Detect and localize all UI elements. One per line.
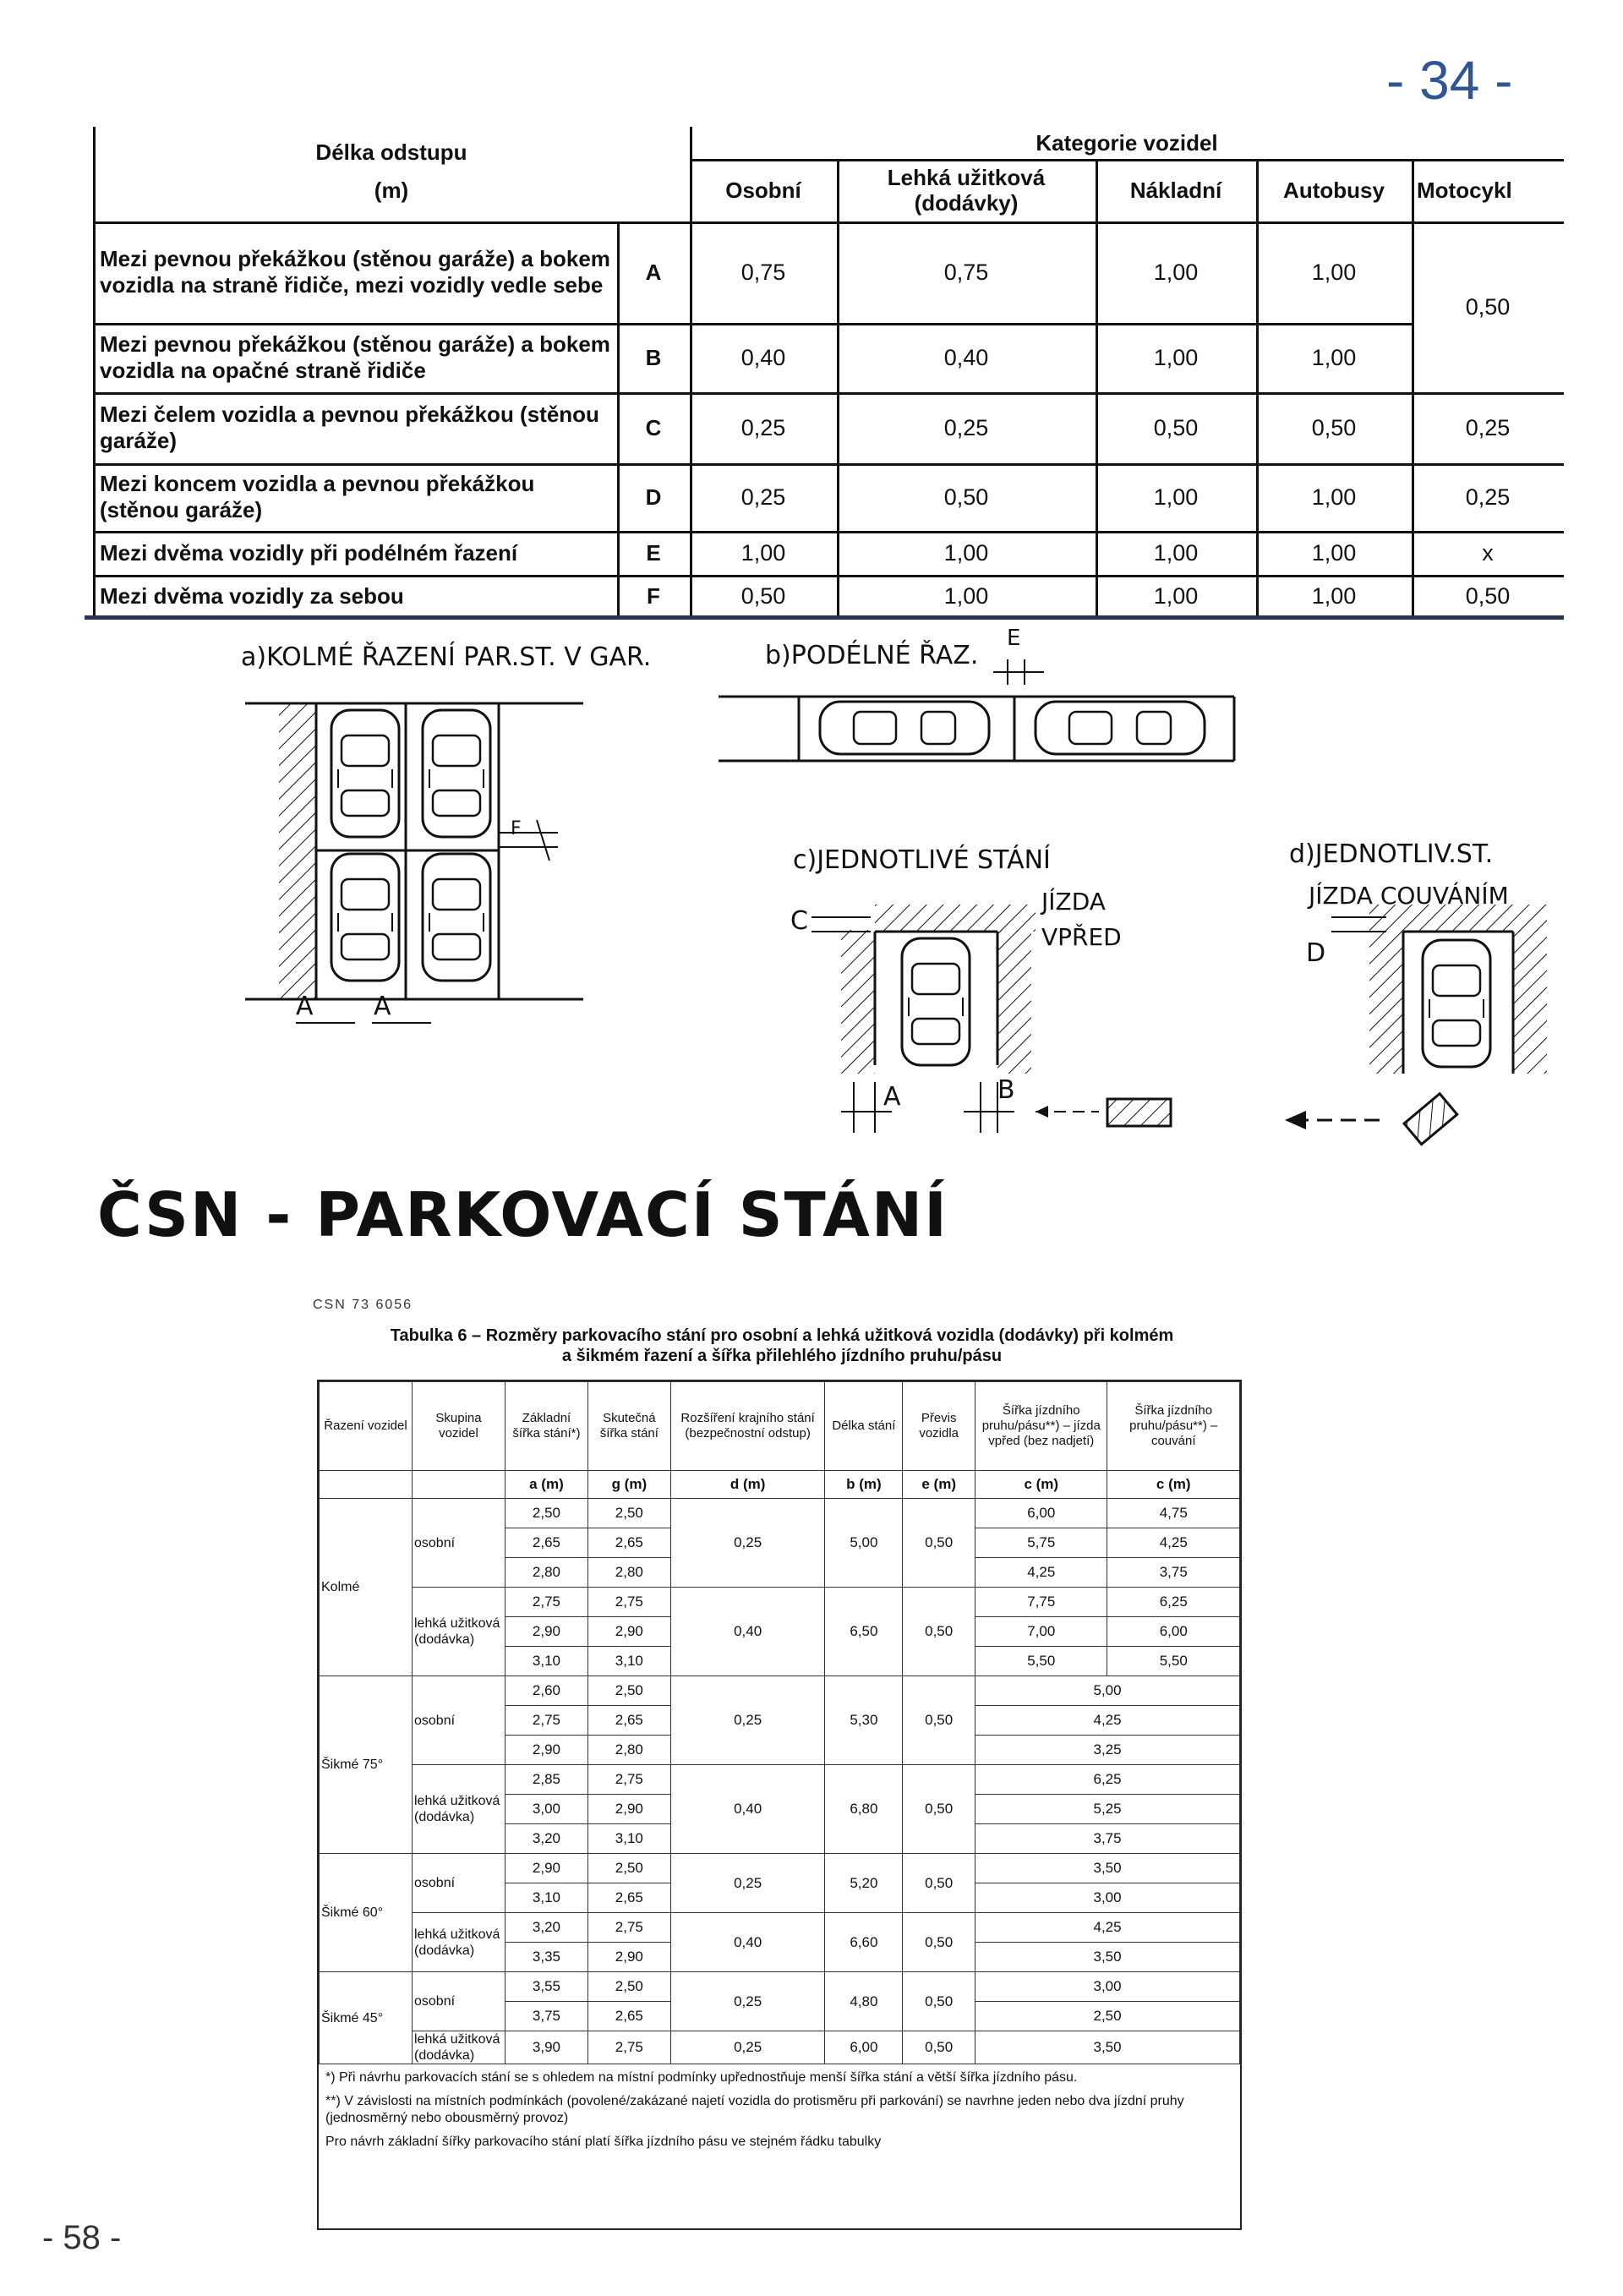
cell-zakladni: 3,00	[505, 1795, 588, 1824]
page-number-top: - 34 -	[1386, 50, 1513, 111]
cell-zakladni: 2,75	[505, 1706, 588, 1736]
row-c-autobusy: 0,50	[1311, 414, 1357, 440]
row-e-osobni: 1,00	[740, 539, 786, 566]
cell-previs: 0,50	[903, 1765, 975, 1854]
cell-jizdni-pas: 4,25	[975, 1706, 1240, 1736]
cell-skupina: osobní	[413, 1972, 505, 2031]
letter-b: B	[997, 1075, 1015, 1105]
row-a-autobusy: 1,00	[1311, 259, 1357, 285]
cell-rozsireni: 0,25	[670, 1676, 825, 1765]
row-b-osobni: 0,40	[740, 344, 786, 370]
cell-skutecna: 2,65	[587, 2002, 670, 2031]
cell-skupina: lehká užitková (dodávka)	[413, 1913, 505, 1972]
cell-skupina: lehká užitková (dodávka)	[413, 1588, 505, 1676]
sketch-b-label: b)PODÉLNÉ ŘAZ.	[765, 641, 979, 670]
cell-jizdni-pas: 5,25	[975, 1795, 1240, 1824]
cell-previs: 0,50	[903, 1499, 975, 1588]
header-category: Kategorie vozidel	[1036, 129, 1218, 156]
cell-rozsireni: 0,40	[670, 1588, 825, 1676]
letter-a-2: A	[374, 992, 391, 1021]
cell-previs: 0,50	[903, 1913, 975, 1972]
col-lehka: Lehká užitková (dodávky)	[887, 165, 1046, 216]
cell-delka: 5,30	[825, 1676, 903, 1765]
caption-line2: a šikmém řazení a šířka přilehlého jízdního pruhu/pásu	[561, 1347, 1003, 1365]
sketch-c-note2: VPŘED	[1041, 923, 1122, 951]
cell-zakladni: 2,80	[505, 1558, 588, 1588]
letter-f: F	[511, 818, 522, 839]
table-row	[320, 1913, 1240, 1943]
cell-zakladni: 2,75	[505, 1588, 588, 1617]
cell-couvani: 4,25	[1107, 1528, 1240, 1558]
row-a-lehka: 0,75	[943, 259, 989, 285]
row-a-osobni: 0,75	[740, 259, 786, 285]
unit-c1: c (m)	[975, 1471, 1107, 1499]
cell-jizdni-pas: 2,50	[975, 2002, 1240, 2031]
row-c-moto: 0,25	[1465, 414, 1511, 440]
cell-rozsireni: 0,25	[670, 1972, 825, 2031]
cell-razeni: Šikmé 45°	[320, 1972, 413, 2064]
row-c-nakladni: 0,50	[1153, 414, 1199, 440]
table-row	[320, 1499, 1240, 1528]
row-d-label: Mezi koncem vozidla a pevnou překážkou (stěnou garáže)	[100, 471, 535, 522]
cell-vpred: 4,25	[975, 1558, 1107, 1588]
th-skupina: Skupina vozidel	[413, 1382, 505, 1471]
cell-skutecna: 2,75	[587, 2031, 670, 2064]
row-c-osobni: 0,25	[740, 414, 786, 440]
row-f-osobni: 0,50	[740, 582, 786, 609]
row-b-lehka: 0,40	[943, 344, 989, 370]
th-razeni: Řazení vozidel	[320, 1382, 413, 1471]
sketch-d-note: JÍZDA COUVÁNÍM	[1309, 882, 1509, 910]
row-c-code: C	[645, 414, 662, 440]
cell-delka: 6,50	[825, 1588, 903, 1676]
sketch-b-parallel	[719, 659, 1234, 761]
th-rozsireni: Rozšíření krajního stání (bezpečnostní odstup)	[670, 1382, 825, 1471]
dimensions-grid	[319, 1381, 1240, 2064]
row-d-nakladni: 1,00	[1153, 484, 1199, 510]
row-b-autobusy: 1,00	[1311, 344, 1357, 370]
row-b-code: B	[645, 344, 662, 370]
cell-zakladni: 2,90	[505, 1854, 588, 1883]
cell-jizdni-pas: 3,75	[975, 1824, 1240, 1854]
cell-razeni: Šikmé 60°	[320, 1854, 413, 1972]
cell-jizdni-pas: 3,50	[975, 1854, 1240, 1883]
cell-skutecna: 2,75	[587, 1913, 670, 1943]
row-a-nakladni: 1,00	[1153, 259, 1199, 285]
cell-delka: 5,00	[825, 1499, 903, 1588]
cell-skupina: osobní	[413, 1676, 505, 1765]
cell-jizdni-pas: 3,50	[975, 1943, 1240, 1972]
row-e-moto: x	[1482, 539, 1494, 566]
cell-skutecna: 2,75	[587, 1588, 670, 1617]
note-1: *) Při návrhu parkovacích stání se s ohledem na místní podmínky upřednostňuje menší šířka stání a větší šířka jízdního pásu.	[325, 2070, 1078, 2085]
row-d-autobusy: 1,00	[1311, 484, 1357, 510]
cell-skutecna: 2,90	[587, 1795, 670, 1824]
th-skutecna: Skutečná šířka stání	[587, 1382, 670, 1471]
row-f-moto: 0,50	[1465, 582, 1511, 609]
cell-razeni: Kolmé	[320, 1499, 413, 1676]
unit-empty-2	[413, 1471, 505, 1499]
cell-delka: 5,20	[825, 1854, 903, 1913]
cell-skutecna: 2,80	[587, 1558, 670, 1588]
row-b-nakladni: 1,00	[1153, 344, 1199, 370]
row-f-autobusy: 1,00	[1311, 582, 1357, 609]
cell-skutecna: 2,50	[587, 1972, 670, 2002]
row-d-lehka: 0,50	[943, 484, 989, 510]
cell-razeni: Šikmé 75°	[320, 1676, 413, 1854]
table-row	[320, 2031, 1240, 2064]
cell-jizdni-pas: 4,25	[975, 1913, 1240, 1943]
col-autobusy: Autobusy	[1283, 177, 1385, 203]
cell-delka: 6,60	[825, 1913, 903, 1972]
cell-couvani: 5,50	[1107, 1647, 1240, 1676]
row-a-code: A	[645, 259, 662, 285]
cell-skutecna: 2,50	[587, 1854, 670, 1883]
cell-skutecna: 2,50	[587, 1676, 670, 1706]
cell-skutecna: 3,10	[587, 1647, 670, 1676]
cell-rozsireni: 0,40	[670, 1765, 825, 1854]
row-f-code: F	[647, 582, 660, 609]
header-unit: (m)	[374, 177, 409, 203]
unit-a: a (m)	[505, 1471, 588, 1499]
cell-jizdni-pas: 6,25	[975, 1765, 1240, 1795]
note-2: **) V závislosti na místních podmínkách (povolené/zakázané najetí vozidla do protisměru při parkování) se navrhne jeden nebo dva jízdní pruhy (jednosměrný nebo obousměrný provoz)	[325, 2094, 1184, 2125]
cell-rozsireni: 0,25	[670, 2031, 825, 2064]
cell-previs: 0,50	[903, 2031, 975, 2064]
cell-previs: 0,50	[903, 1854, 975, 1913]
cell-rozsireni: 0,40	[670, 1913, 825, 1972]
col-motocykly: Motocykl	[1417, 177, 1512, 203]
row-e-code: E	[646, 539, 661, 566]
cell-skutecna: 2,90	[587, 1617, 670, 1647]
cell-zakladni: 3,90	[505, 2031, 588, 2064]
cell-couvani: 6,25	[1107, 1588, 1240, 1617]
unit-empty-1	[320, 1471, 413, 1499]
cell-skupina: osobní	[413, 1854, 505, 1913]
col-nakladni: Nákladní	[1129, 177, 1222, 203]
th-couvani: Šířka jízdního pruhu/pásu**) – couvání	[1107, 1382, 1240, 1471]
cell-couvani: 6,00	[1107, 1617, 1240, 1647]
cell-previs: 0,50	[903, 1676, 975, 1765]
cell-vpred: 5,50	[975, 1647, 1107, 1676]
dimensions-table	[317, 1380, 1242, 2230]
cell-jizdni-pas: 3,50	[975, 2031, 1240, 2064]
cell-skutecna: 3,10	[587, 1824, 670, 1854]
cell-zakladni: 3,10	[505, 1647, 588, 1676]
note-3: Pro návrh základní šířky parkovacího stání platí šířka jízdního pásu ve stejném řádku tabulky	[325, 2135, 882, 2149]
cell-zakladni: 3,75	[505, 2002, 588, 2031]
row-f-lehka: 1,00	[943, 582, 989, 609]
cell-zakladni: 3,20	[505, 1913, 588, 1943]
row-e-label: Mezi dvěma vozidly při podélném řazení	[100, 539, 518, 566]
row-e-nakladni: 1,00	[1153, 539, 1199, 566]
row-c-lehka: 0,25	[943, 414, 989, 440]
cell-previs: 0,50	[903, 1588, 975, 1676]
cell-vpred: 6,00	[975, 1499, 1107, 1528]
letter-a-1: A	[296, 992, 314, 1021]
cell-couvani: 4,75	[1107, 1499, 1240, 1528]
row-d-moto: 0,25	[1465, 484, 1511, 510]
letter-a-c: A	[883, 1082, 901, 1112]
cell-rozsireni: 0,25	[670, 1854, 825, 1913]
row-b-label: Mezi pevnou překážkou (stěnou garáže) a bokem vozidla na opačné straně řidiče	[100, 331, 610, 383]
sketch-a-perpendicular	[245, 703, 583, 1023]
cell-skutecna: 2,50	[587, 1499, 670, 1528]
cell-delka: 6,00	[825, 2031, 903, 2064]
th-vpred: Šířka jízdního pruhu/pásu**) – jízda vpřed (bez nadjetí)	[975, 1382, 1107, 1471]
unit-g: g (m)	[587, 1471, 670, 1499]
cell-zakladni: 2,50	[505, 1499, 588, 1528]
row-f-nakladni: 1,00	[1153, 582, 1199, 609]
cell-skutecna: 2,65	[587, 1883, 670, 1913]
cell-skutecna: 2,65	[587, 1528, 670, 1558]
cell-zakladni: 2,90	[505, 1736, 588, 1765]
cell-zakladni: 2,60	[505, 1676, 588, 1706]
table-row	[320, 1854, 1240, 1883]
row-f-label: Mezi dvěma vozidly za sebou	[100, 582, 404, 609]
cell-skupina: lehká užitková (dodávka)	[413, 2031, 505, 2064]
cell-vpred: 7,75	[975, 1588, 1107, 1617]
th-delka: Délka stání	[825, 1382, 903, 1471]
table2-caption	[347, 1326, 1217, 1366]
cell-skutecna: 2,80	[587, 1736, 670, 1765]
clearance-table	[93, 127, 1564, 619]
unit-b: b (m)	[825, 1471, 903, 1499]
cell-zakladni: 3,20	[505, 1824, 588, 1854]
cell-skupina: lehká užitková (dodávka)	[413, 1765, 505, 1854]
cell-zakladni: 3,10	[505, 1883, 588, 1913]
cell-delka: 4,80	[825, 1972, 903, 2031]
cell-skutecna: 2,90	[587, 1943, 670, 1972]
cell-jizdni-pas: 3,25	[975, 1736, 1240, 1765]
handwritten-heading: ČSN - PARKOVACÍ STÁNÍ	[97, 1179, 948, 1250]
table-row	[320, 1676, 1240, 1706]
unit-c2: c (m)	[1107, 1471, 1240, 1499]
cell-couvani: 3,75	[1107, 1558, 1240, 1588]
cell-zakladni: 2,85	[505, 1765, 588, 1795]
letter-e: E	[1007, 626, 1021, 651]
cell-skutecna: 2,65	[587, 1706, 670, 1736]
cell-jizdni-pas: 3,00	[975, 1883, 1240, 1913]
cell-jizdni-pas: 3,00	[975, 1972, 1240, 2002]
cell-zakladni: 2,65	[505, 1528, 588, 1558]
sketch-a-label: a)KOLMÉ ŘAZENÍ PAR.ST. V GAR.	[241, 642, 652, 672]
row-d-osobni: 0,25	[740, 484, 786, 510]
cell-vpred: 7,00	[975, 1617, 1107, 1647]
sketch-c-label: c)JEDNOTLIVÉ STÁNÍ	[793, 845, 1051, 875]
row-c-label: Mezi čelem vozidla a pevnou překážkou (stěnou garáže)	[100, 402, 599, 453]
letter-c: C	[790, 906, 808, 936]
unit-e: e (m)	[903, 1471, 975, 1499]
page-number-bottom: - 58 -	[42, 2219, 122, 2256]
caption-line1: Tabulka 6 – Rozměry parkovacího stání pro osobní a lehká užitková vozidla (dodávky) při kolmém	[390, 1326, 1174, 1345]
row-a-label: Mezi pevnou překážkou (stěnou garáže) a bokem vozidla na straně řidiče, mezi vozidly vedle sebe	[100, 246, 610, 298]
row-d-code: D	[645, 484, 662, 510]
cell-zakladni: 2,90	[505, 1617, 588, 1647]
th-previs: Převis vozidla	[903, 1382, 975, 1471]
col-osobni: Osobní	[725, 177, 801, 203]
row-e-autobusy: 1,00	[1311, 539, 1357, 566]
cell-jizdni-pas: 5,00	[975, 1676, 1240, 1706]
table2-notes	[319, 2064, 1240, 2162]
row-ab-moto: 0,50	[1465, 293, 1511, 320]
standard-code: CSN 73 6056	[313, 1298, 413, 1312]
table-row	[320, 1588, 1240, 1617]
cell-skutecna: 2,75	[587, 1765, 670, 1795]
unit-d: d (m)	[670, 1471, 825, 1499]
sketch-d-label: d)JEDNOTLIV.ST.	[1289, 839, 1494, 869]
cell-zakladni: 3,35	[505, 1943, 588, 1972]
cell-zakladni: 3,55	[505, 1972, 588, 2002]
cell-delka: 6,80	[825, 1765, 903, 1854]
row-e-lehka: 1,00	[943, 539, 989, 566]
header-length: Délka odstupu	[315, 139, 467, 165]
table-row	[320, 1972, 1240, 2002]
letter-d: D	[1306, 938, 1326, 968]
table-row	[320, 1765, 1240, 1795]
cell-rozsireni: 0,25	[670, 1499, 825, 1588]
cell-skupina: osobní	[413, 1499, 505, 1588]
sketch-c-note1: JÍZDA	[1041, 888, 1106, 916]
cell-previs: 0,50	[903, 1972, 975, 2031]
cell-vpred: 5,75	[975, 1528, 1107, 1558]
th-zakladni: Základní šířka stání*)	[505, 1382, 588, 1471]
